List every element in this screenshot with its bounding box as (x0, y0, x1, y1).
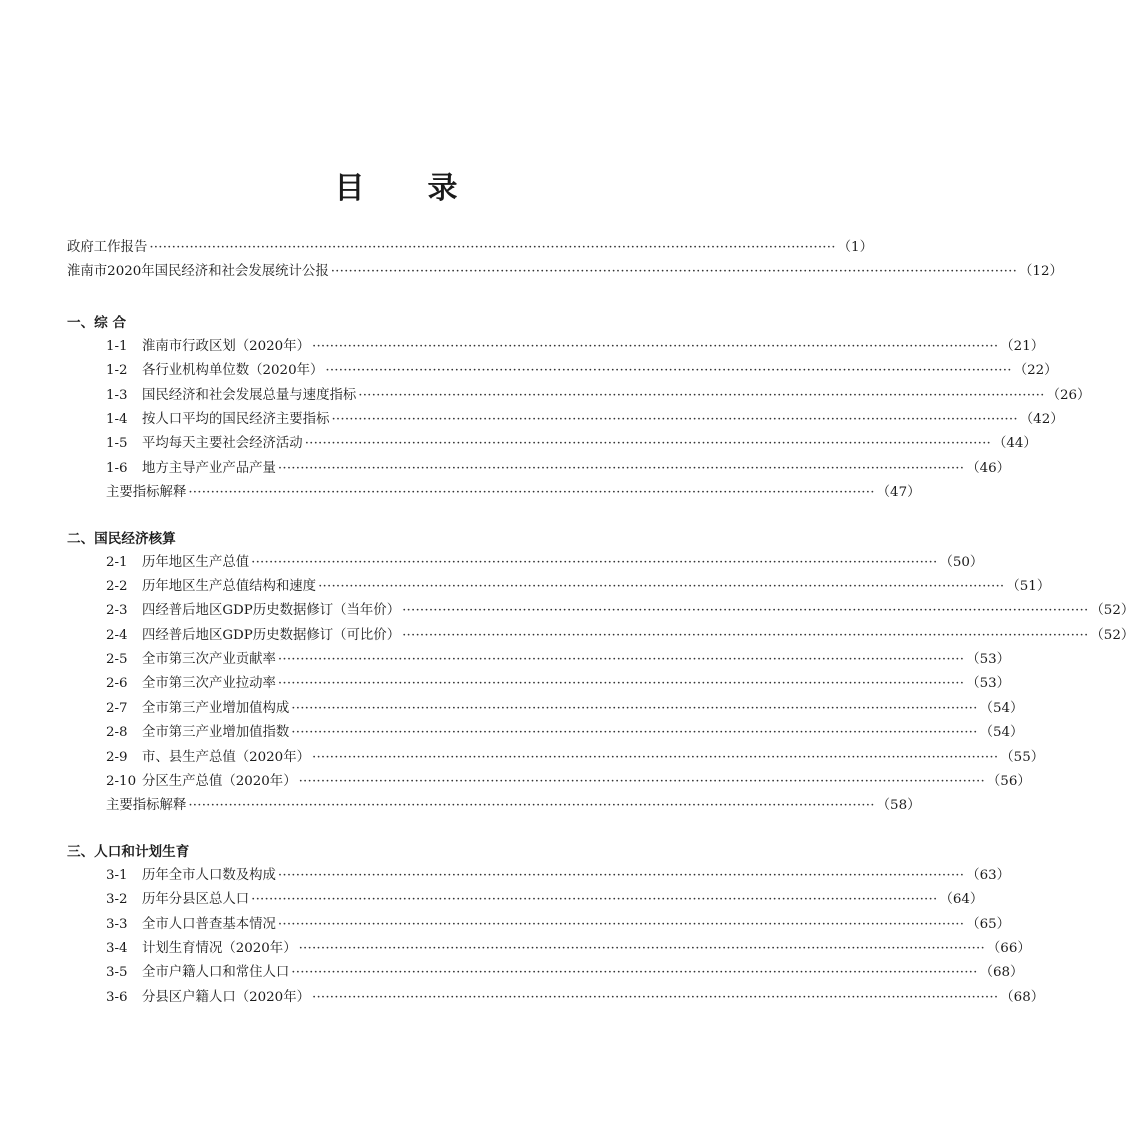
toc-entry-page: （46） (966, 460, 1011, 476)
toc-entry[interactable] (67, 770, 1031, 794)
toc-entry-label: 政府工作报告 (67, 240, 148, 255)
toc-entry-page: （55） (1000, 749, 1045, 765)
toc-entry-label: 全市第三产业增加值指数 (142, 725, 290, 741)
toc-entry-number: 1-2 (106, 363, 128, 379)
dot-leader: ·························································································································································· (277, 867, 965, 883)
toc-entry[interactable] (67, 672, 1011, 696)
toc-entry-page: （65） (966, 916, 1011, 932)
toc-entry[interactable] (67, 457, 1011, 481)
toc-entry-page: （21） (1000, 338, 1045, 354)
toc-entry[interactable] (67, 624, 1134, 648)
toc-entry[interactable] (67, 432, 1037, 456)
toc-entry-label: 四经普后地区GDP历史数据修订（当年价） (142, 603, 401, 619)
toc-entry-label: 历年分县区总人口 (142, 892, 250, 908)
toc-entry-label: 市、县生产总值（2020年） (142, 749, 310, 765)
toc-entry[interactable] (67, 986, 1045, 1010)
dot-leader: ·························································································································································· (291, 700, 978, 716)
title-char-2: 录 (427, 171, 459, 206)
toc-entry-label: 历年地区生产总值 (142, 554, 250, 570)
toc-entry-label: 国民经济和社会发展总量与速度指标 (142, 387, 357, 403)
dot-leader: ·························································································································································· (330, 264, 1018, 280)
toc-entry-indicator-notes[interactable] (67, 481, 921, 505)
toc-entry[interactable] (67, 913, 1011, 937)
toc-entry[interactable] (67, 648, 1011, 672)
toc-entry[interactable] (67, 335, 1045, 359)
toc-entry-number: 3-4 (106, 940, 128, 956)
toc-entry-number: 1-5 (106, 436, 128, 452)
toc-entry-number: 3-6 (106, 989, 128, 1005)
title-char-1: 目 (334, 171, 366, 206)
toc-entry[interactable] (67, 721, 1024, 745)
toc-entry-number: 3-2 (106, 892, 128, 908)
dot-leader: ·························································································································································· (402, 627, 1089, 643)
toc-entry-statistical-bulletin[interactable] (67, 260, 1063, 284)
toc-entry-label: 按人口平均的国民经济主要指标 (142, 411, 330, 427)
toc-entry[interactable] (67, 864, 1011, 888)
toc-entry-number: 2-5 (106, 652, 128, 668)
toc-entry-label: 全市第三次产业贡献率 (142, 652, 276, 668)
dot-leader: ·························································································································································· (277, 916, 965, 932)
toc-entry[interactable] (67, 575, 1051, 599)
toc-entry[interactable] (67, 888, 984, 912)
toc-entry-page: （54） (979, 725, 1024, 741)
toc-entry-number: 3-3 (106, 916, 128, 932)
toc-entry[interactable] (67, 937, 1031, 961)
toc-entry-page: （1） (837, 240, 873, 255)
toc-entry[interactable] (67, 384, 1091, 408)
dot-leader: ·························································································································································· (318, 578, 1005, 594)
dot-leader: ·························································································································································· (251, 892, 938, 908)
toc-entry[interactable] (67, 599, 1134, 623)
toc-entry-label: 分县区户籍人口（2020年） (142, 989, 310, 1005)
toc-entry-page: （26） (1046, 387, 1091, 403)
dot-leader: ·························································································································································· (298, 774, 985, 790)
toc-entry-government-report[interactable] (67, 236, 873, 260)
toc-entry-label: 平均每天主要社会经济活动 (142, 436, 303, 452)
page-title (0, 163, 793, 207)
table-of-contents (67, 236, 1134, 1010)
toc-entry[interactable] (67, 408, 1064, 432)
dot-leader: ·························································································································································· (149, 240, 836, 255)
toc-entry-label: 历年全市人口数及构成 (142, 867, 276, 883)
dot-leader: ·························································································································································· (358, 387, 1045, 403)
toc-entry-number: 3-5 (106, 965, 128, 981)
toc-entry-number: 2-7 (106, 700, 128, 716)
toc-entry-number: 2-4 (106, 627, 128, 643)
toc-entry-page: （47） (876, 485, 921, 501)
toc-entry-label: 分区生产总值（2020年） (142, 774, 297, 790)
toc-entry-number: 2-2 (106, 578, 128, 594)
toc-entry-page: （44） (993, 436, 1037, 452)
toc-entry-page: （54） (979, 700, 1024, 716)
dot-leader: ·························································································································································· (277, 676, 965, 692)
dot-leader: ·························································································································································· (402, 603, 1089, 619)
dot-leader: ·························································································································································· (311, 338, 999, 354)
dot-leader: ·························································································································································· (311, 989, 999, 1005)
dot-leader: ·························································································································································· (331, 411, 1018, 427)
toc-entry-label: 淮南市2020年国民经济和社会发展统计公报 (67, 264, 329, 280)
toc-entry-label: 全市户籍人口和常住人口 (142, 965, 290, 981)
toc-entry-number: 1-6 (106, 460, 128, 476)
dot-leader: ·························································································································································· (304, 436, 991, 452)
dot-leader: ·························································································································································· (325, 363, 1012, 379)
toc-entry-number: 3-1 (106, 867, 128, 883)
dot-leader: ·························································································································································· (251, 554, 938, 570)
toc-entry-label: 淮南市行政区划（2020年） (142, 338, 310, 354)
dot-leader: ·························································································································································· (291, 965, 978, 981)
toc-entry-number: 2-3 (106, 603, 128, 619)
toc-entry-indicator-notes[interactable] (67, 794, 921, 818)
toc-entry-page: （68） (979, 965, 1024, 981)
toc-entry-number: 2-6 (106, 676, 128, 692)
toc-entry[interactable] (67, 359, 1058, 383)
toc-entry-label: 主要指标解释 (106, 798, 187, 814)
toc-entry-label: 四经普后地区GDP历史数据修订（可比价） (142, 627, 401, 643)
toc-entry[interactable] (67, 746, 1045, 770)
toc-entry-page: （52） (1090, 603, 1134, 619)
toc-entry-label: 主要指标解释 (106, 485, 187, 501)
toc-entry-label: 全市第三产业增加值构成 (142, 700, 290, 716)
toc-entry-number: 1-3 (106, 387, 128, 403)
section-heading-1: 一、综 合 (67, 314, 127, 331)
toc-entry-page: （56） (986, 774, 1031, 790)
toc-entry-page: （42） (1019, 411, 1064, 427)
dot-leader: ·························································································································································· (277, 652, 965, 668)
dot-leader: ·························································································································································· (188, 798, 875, 814)
section-heading-3: 三、人口和计划生育 (67, 843, 190, 860)
toc-entry-page: （58） (876, 798, 921, 814)
toc-entry-label: 计划生育情况（2020年） (142, 940, 297, 956)
toc-entry-page: （53） (966, 652, 1011, 668)
dot-leader: ·························································································································································· (291, 725, 978, 741)
dot-leader: ·························································································································································· (188, 485, 875, 501)
section-heading-2: 二、国民经济核算 (67, 530, 176, 547)
toc-entry-page: （53） (966, 676, 1011, 692)
toc-entry[interactable] (67, 551, 984, 575)
toc-entry-number: 2-8 (106, 725, 128, 741)
toc-entry[interactable] (67, 961, 1024, 985)
toc-entry-page: （68） (1000, 989, 1045, 1005)
toc-entry-page: （66） (986, 940, 1031, 956)
toc-entry-number: 1-1 (106, 338, 128, 354)
toc-entry-label: 地方主导产业产品产量 (142, 460, 276, 476)
dot-leader: ·························································································································································· (311, 749, 999, 765)
toc-entry-page: （64） (939, 892, 984, 908)
toc-entry-label: 全市第三次产业拉动率 (142, 676, 276, 692)
toc-entry-page: （51） (1006, 578, 1051, 594)
toc-entry-page: （63） (966, 867, 1011, 883)
toc-entry-label: 各行业机构单位数（2020年） (142, 363, 324, 379)
dot-leader: ·························································································································································· (277, 460, 965, 476)
toc-entry-page: （22） (1013, 363, 1058, 379)
toc-entry-number: 2-9 (106, 749, 128, 765)
toc-entry-number: 2-10 (106, 774, 137, 790)
toc-entry-page: （50） (939, 554, 984, 570)
dot-leader: ·························································································································································· (298, 940, 985, 956)
toc-entry-label: 全市人口普查基本情况 (142, 916, 276, 932)
toc-entry[interactable] (67, 697, 1024, 721)
toc-entry-page: （12） (1019, 264, 1063, 280)
toc-entry-number: 1-4 (106, 411, 128, 427)
toc-entry-label: 历年地区生产总值结构和速度 (142, 578, 317, 594)
toc-entry-number: 2-1 (106, 554, 128, 570)
toc-entry-page: （52） (1090, 627, 1134, 643)
